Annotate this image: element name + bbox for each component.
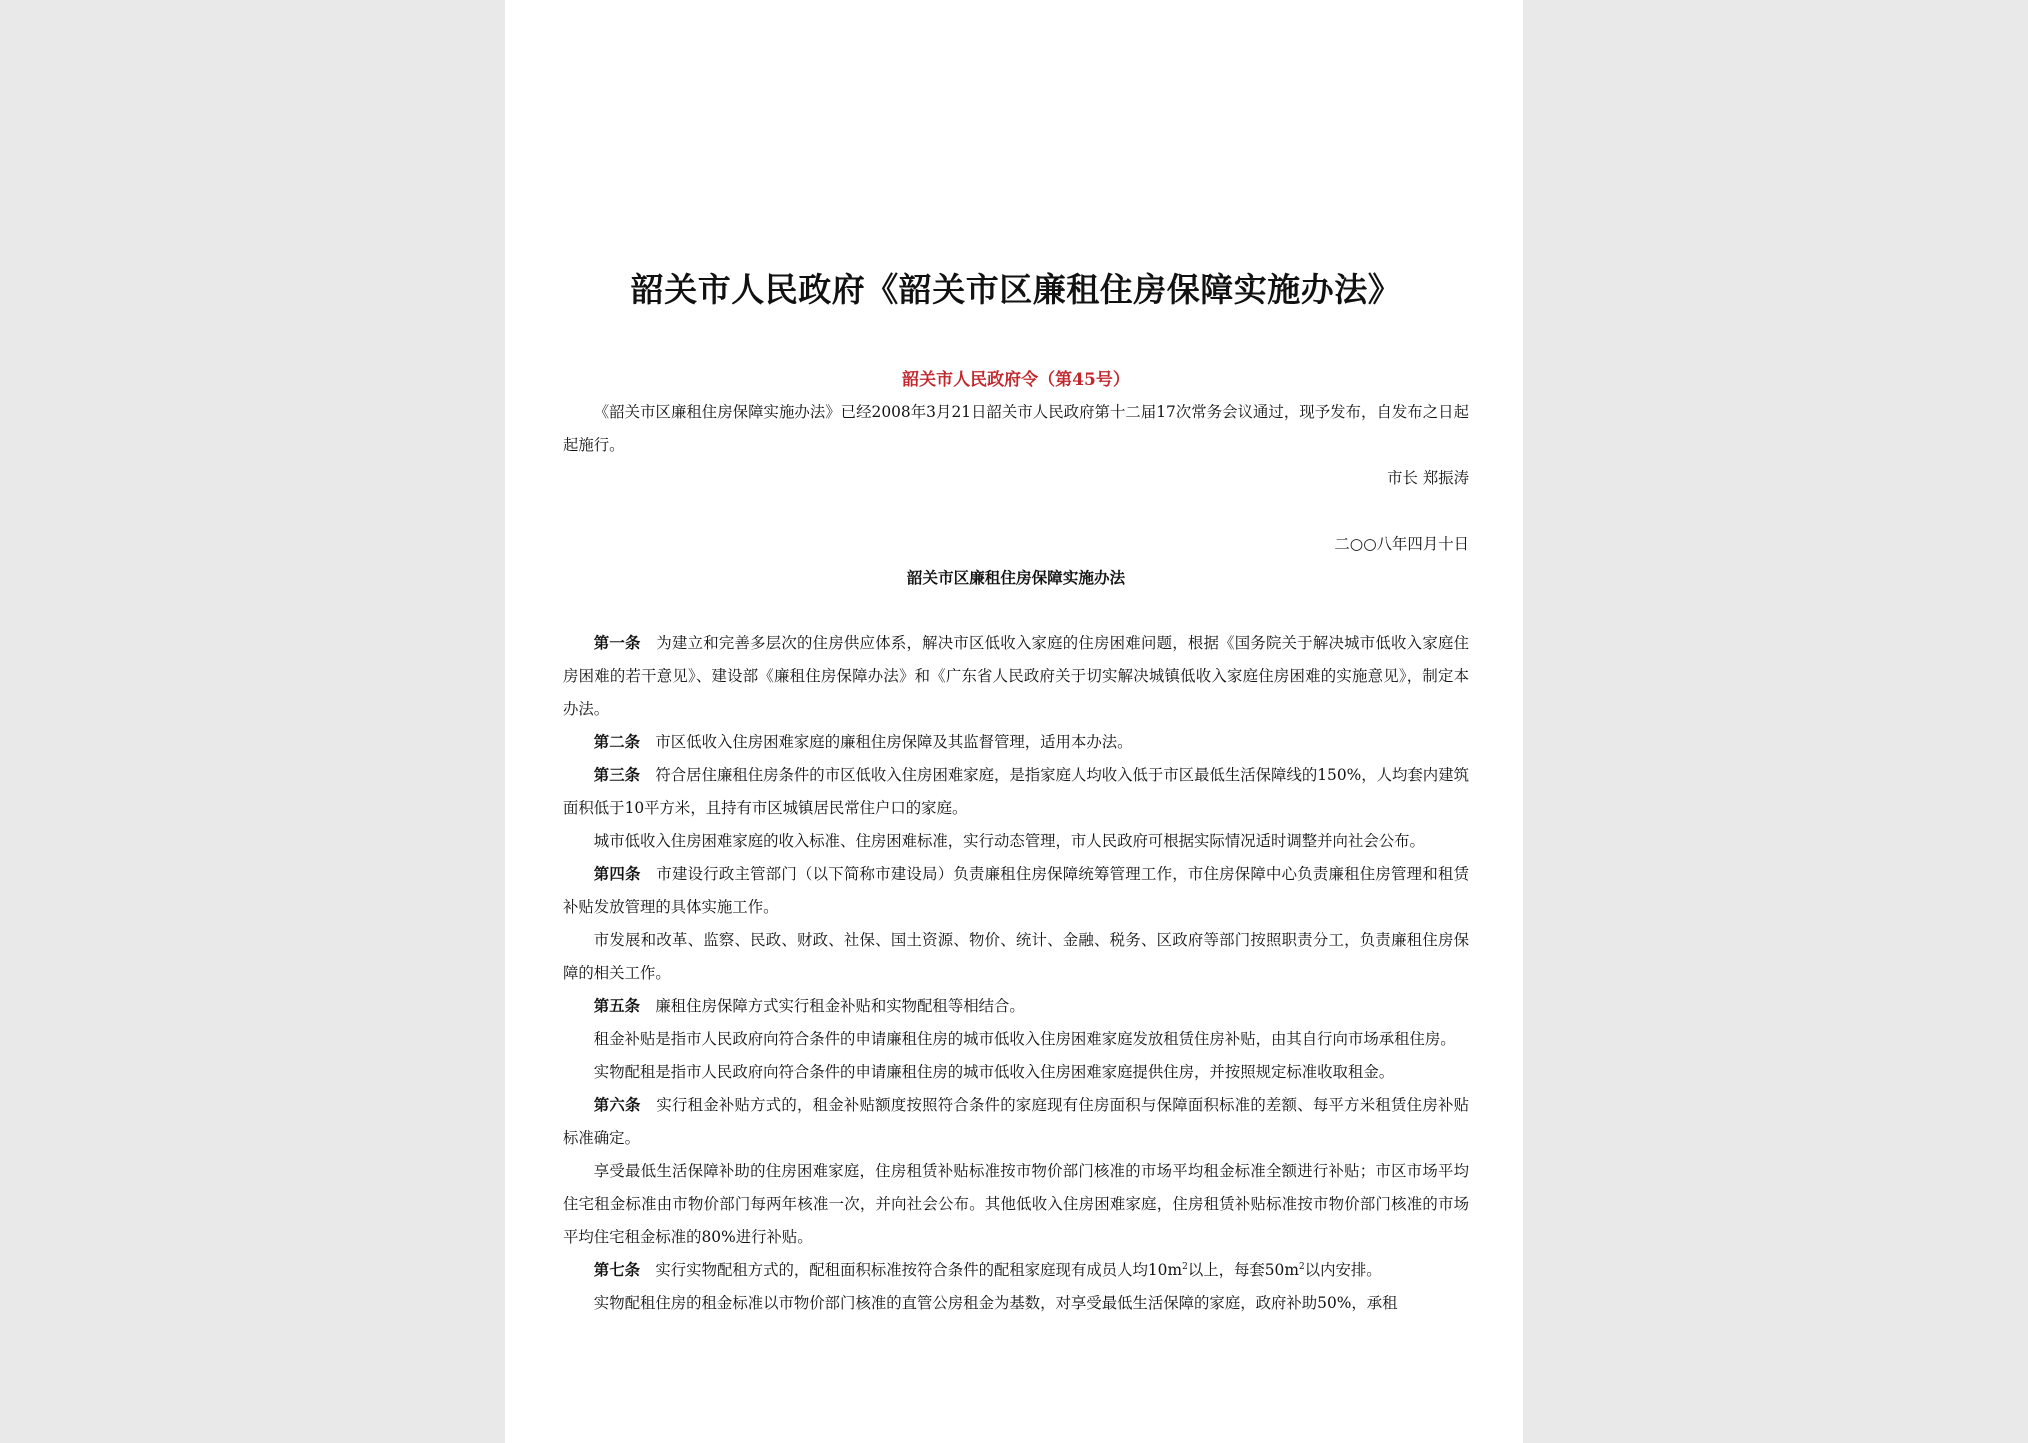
- superscript: 2: [1298, 1261, 1305, 1272]
- article-label: 第七条: [593, 1261, 640, 1279]
- article-label: 第三条: [593, 766, 640, 784]
- article-paragraph: [563, 1089, 1469, 1155]
- signature: 市长 郑振涛: [1387, 469, 1469, 487]
- article-label: 第六条: [593, 1096, 641, 1114]
- article-paragraph: 租金补贴是指市人民政府向符合条件的申请廉租住房的城市低收入住房困难家庭发放租赁住房补贴，由其自行向市场承租住房。: [593, 1030, 1456, 1048]
- article-text: 以上，每套50m: [1187, 1261, 1299, 1279]
- article-text: 市建设行政主管部门（以下简称市建设局）负责廉租住房保障统筹管理工作，市住房保障中心负责廉租住房管理和租赁补贴发放管理的具体实施工作。: [563, 865, 1469, 916]
- article-text: 为建立和完善多层次的住房供应体系，解决市区低收入家庭的住房困难问题，根据《国务院关于解决城市低收入家庭住房困难的若干意见》、建设部《廉租住房保障办法》和《广东省人民政府关于切实解决城镇低收入家庭住房困难的实施意见》，制定本办法。: [563, 634, 1469, 718]
- preamble-paragraph: 《韶关市区廉租住房保障实施办法》已经2008年3月21日韶关市人民政府第十二届17次常务会议通过，现予发布，自发布之日起起施行。: [563, 403, 1469, 454]
- article-paragraph: 实物配租是指市人民政府向符合条件的申请廉租住房的城市低收入住房困难家庭提供住房，并按照规定标准收取租金。: [593, 1063, 1395, 1081]
- article-text: 实行实物配租方式的，配租面积标准按符合条件的配租家庭现有成员人均10m: [655, 1261, 1183, 1279]
- article-paragraph: [563, 1254, 1469, 1287]
- article-paragraph: [563, 627, 1469, 726]
- decree-number: 韶关市人民政府令（第45号）: [902, 370, 1130, 390]
- article-paragraph: [563, 858, 1469, 924]
- measures-title: 韶关市区廉租住房保障实施办法: [906, 568, 1126, 587]
- article-text: 实行租金补贴方式的，租金补贴额度按照符合条件的家庭现有住房面积与保障面积标准的差额、每平方米租赁住房补贴标准确定。: [563, 1096, 1469, 1147]
- article-paragraph: [563, 726, 1469, 759]
- article-paragraph: 享受最低生活保障补助的住房困难家庭，住房租赁补贴标准按市物价部门核准的市场平均租金标准全额进行补贴；市区市场平均住宅租金标准由市物价部门每两年核准一次，并向社会公布。其他低收入住房困难家庭，住房租赁补贴标准按市物价部门核准的市场平均住宅租金标准的80%进行补贴。: [563, 1162, 1469, 1246]
- article-text: 廉租住房保障方式实行租金补贴和实物配租等相结合。: [655, 997, 1025, 1015]
- article-label: 第一条: [593, 634, 641, 652]
- document-body: [563, 396, 1469, 1320]
- article-paragraph: 城市低收入住房困难家庭的收入标准、住房困难标准，实行动态管理，市人民政府可根据实际情况适时调整并向社会公布。: [593, 832, 1425, 850]
- article-label: 第四条: [593, 865, 641, 883]
- superscript: 2: [1182, 1261, 1188, 1272]
- document-page: [505, 0, 1523, 1443]
- article-text: 以内安排。: [1304, 1261, 1382, 1279]
- article-text: 市区低收入住房困难家庭的廉租住房保障及其监督管理，适用本办法。: [655, 733, 1133, 751]
- article-paragraph: 市发展和改革、监察、民政、财政、社保、国土资源、物价、统计、金融、税务、区政府等部门按照职责分工，负责廉租住房保障的相关工作。: [563, 931, 1469, 982]
- issue-date: 二○○八年四月十日: [1334, 535, 1469, 553]
- article-paragraph: [563, 990, 1469, 1023]
- article-label: 第二条: [593, 733, 640, 751]
- article-paragraph: [563, 759, 1469, 825]
- articles-list: [563, 627, 1469, 1320]
- document-title: 韶关市人民政府《韶关市区廉租住房保障实施办法》: [630, 270, 1402, 309]
- article-label: 第五条: [593, 997, 640, 1015]
- article-paragraph: 实物配租住房的租金标准以市物价部门核准的直管公房租金为基数，对享受最低生活保障的家庭，政府补助50%，承租: [593, 1294, 1398, 1312]
- article-text: 符合居住廉租住房条件的市区低收入住房困难家庭，是指家庭人均收入低于市区最低生活保障线的150%，人均套内建筑面积低于10平方米，且持有市区城镇居民常住户口的家庭。: [563, 766, 1469, 817]
